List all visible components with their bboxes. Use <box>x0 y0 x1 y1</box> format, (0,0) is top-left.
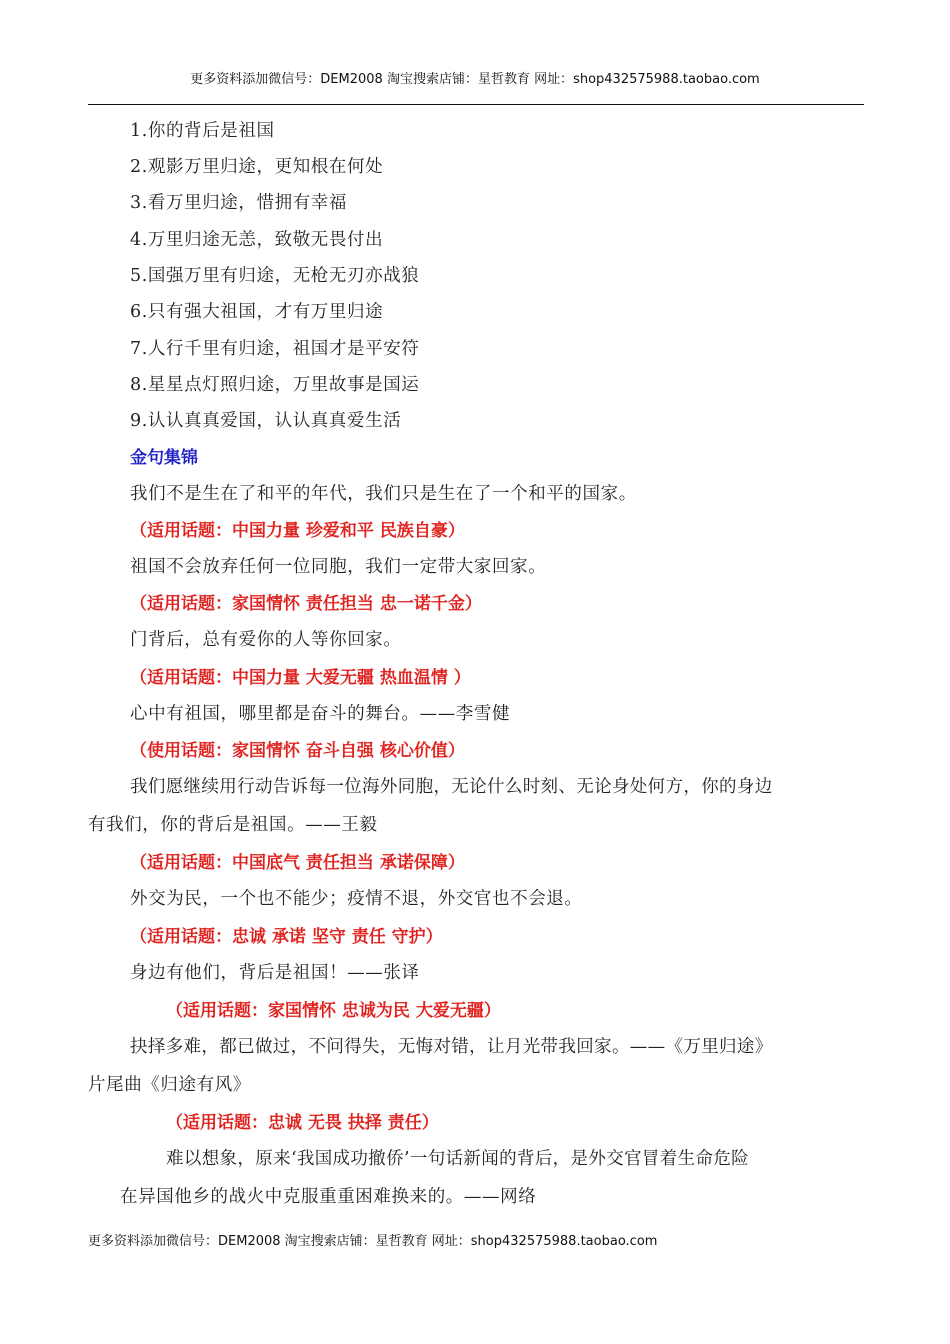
quote-topic: （使用话题：家国情怀 奋斗自强 核心价值） <box>130 741 465 761</box>
page-footer: 更多资料添加微信号：DEM2008 淘宝搜索店铺：星哲教育 网址：shop432575988.taobao.com <box>88 1234 658 1249</box>
quote-text: 片尾曲《归途有风》 <box>88 1075 251 1095</box>
quote-text: 难以想象，原来‘我国成功撤侨’一句话新闻的背后，是外交官冒着生命危险 <box>166 1149 750 1169</box>
quote-topic: （适用话题：忠诚 承诺 坚守 责任 守护） <box>130 927 443 947</box>
quote-topic: （适用话题：中国力量 珍爱和平 民族自豪） <box>130 521 465 541</box>
list-item: 7.人行千里有归途，祖国才是平安符 <box>130 339 420 359</box>
quote-topic: （适用话题：忠诚 无畏 抉择 责任） <box>166 1113 439 1133</box>
list-item: 4.万里归途无恙，致敬无畏付出 <box>130 230 384 250</box>
list-item: 8.星星点灯照归途，万里故事是国运 <box>130 375 420 395</box>
quote-topic: （适用话题：中国力量 大爱无疆 热血温情 ） <box>130 668 471 688</box>
quote-text: 有我们，你的背后是祖国。——王毅 <box>88 815 378 835</box>
list-item: 1.你的背后是祖国 <box>130 121 275 141</box>
quote-topic: （适用话题：中国底气 责任担当 承诺保障） <box>130 853 465 873</box>
quote-text: 身边有他们，背后是祖国！——张译 <box>130 963 420 983</box>
quote-topic: （适用话题：家国情怀 忠诚为民 大爱无疆） <box>166 1001 501 1021</box>
quote-text: 在异国他乡的战火中克服重重困难换来的。——网络 <box>120 1187 537 1207</box>
quote-text: 我们不是生在了和平的年代，我们只是生在了一个和平的国家。 <box>130 484 637 504</box>
header-divider <box>88 104 864 105</box>
list-item: 6.只有强大祖国，才有万里归途 <box>130 302 384 322</box>
quote-text: 外交为民，一个也不能少；疫情不退，外交官也不会退。 <box>130 889 583 909</box>
list-item: 5.国强万里有归途，无枪无刃亦战狼 <box>130 266 420 286</box>
list-item: 9.认认真真爱国，认认真真爱生活 <box>130 411 402 431</box>
quote-text: 祖国不会放弃任何一位同胞，我们一定带大家回家。 <box>130 557 547 577</box>
list-item: 3.看万里归途，惜拥有幸福 <box>130 193 347 213</box>
quote-text: 门背后，总有爱你的人等你回家。 <box>130 630 402 650</box>
quote-topic: （适用话题：家国情怀 责任担当 忠一诺千金） <box>130 594 482 614</box>
quote-text: 抉择多难，都已做过，不问得失，无悔对错，让月光带我回家。——《万里归途》 <box>130 1037 773 1057</box>
list-item: 2.观影万里归途，更知根在何处 <box>130 157 384 177</box>
quote-text: 心中有祖国，哪里都是奋斗的舞台。——李雪健 <box>130 704 511 724</box>
quote-text: 我们愿继续用行动告诉每一位海外同胞，无论什么时刻、无论身处何方，你的身边 <box>130 777 773 797</box>
section-title: 金句集锦 <box>130 448 198 468</box>
page-header: 更多资料添加微信号：DEM2008 淘宝搜索店铺：星哲教育 网址：shop432575988.taobao.com <box>190 72 760 87</box>
